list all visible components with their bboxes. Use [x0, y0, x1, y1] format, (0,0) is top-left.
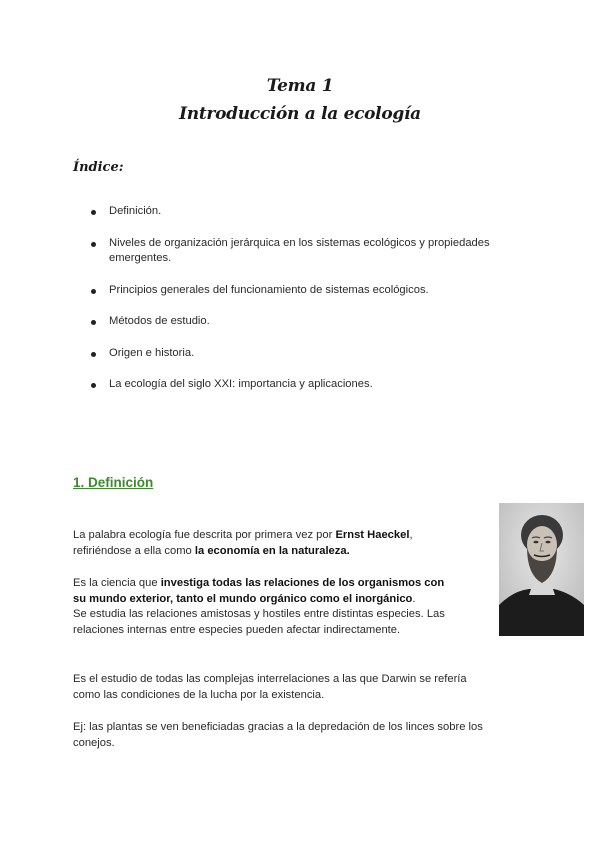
index-heading: Índice:	[73, 160, 124, 175]
paragraph-darwin: Es el estudio de todas las complejas interrelaciones a las que Darwin se refería como las condiciones de la lucha por la existencia.	[73, 673, 467, 701]
haeckel-portrait	[499, 503, 584, 636]
paragraph-haeckel: La palabra ecología fue descrita por primera vez por Ernst Haeckel, refiriéndose a ella como la economía en la naturaleza.	[73, 529, 413, 557]
index-item: Origen e historia.	[73, 346, 533, 362]
paragraph-example: Ej: las plantas se ven beneficiadas gracias a la depredación de los linces sobre los conejos.	[73, 721, 483, 749]
index-item: La ecología del siglo XXI: importancia y aplicaciones.	[73, 377, 533, 393]
index-item: Niveles de organización jerárquica en los sistemas ecológicos y propiedades emergentes.	[73, 236, 533, 267]
doc-title-line1: Tema 1	[266, 76, 334, 96]
index-item: Métodos de estudio.	[73, 314, 533, 330]
paragraph-ciencia: Es la ciencia que investiga todas las relaciones de los organismos con su mundo exterior, tanto el mundo orgánico como el inorgánico. Se estudia las relaciones amistosas y hostiles entre distintas especies. Las relaciones internas entre especies pueden afectar indirectamente.	[73, 577, 445, 636]
index-item: Definición.	[73, 204, 533, 220]
doc-title-line2: Introducción a la ecología	[179, 104, 421, 124]
index-list	[73, 204, 533, 393]
index-item: Principios generales del funcionamiento de sistemas ecológicos.	[73, 283, 533, 299]
section-title-definicion: 1. Definición	[73, 475, 154, 490]
